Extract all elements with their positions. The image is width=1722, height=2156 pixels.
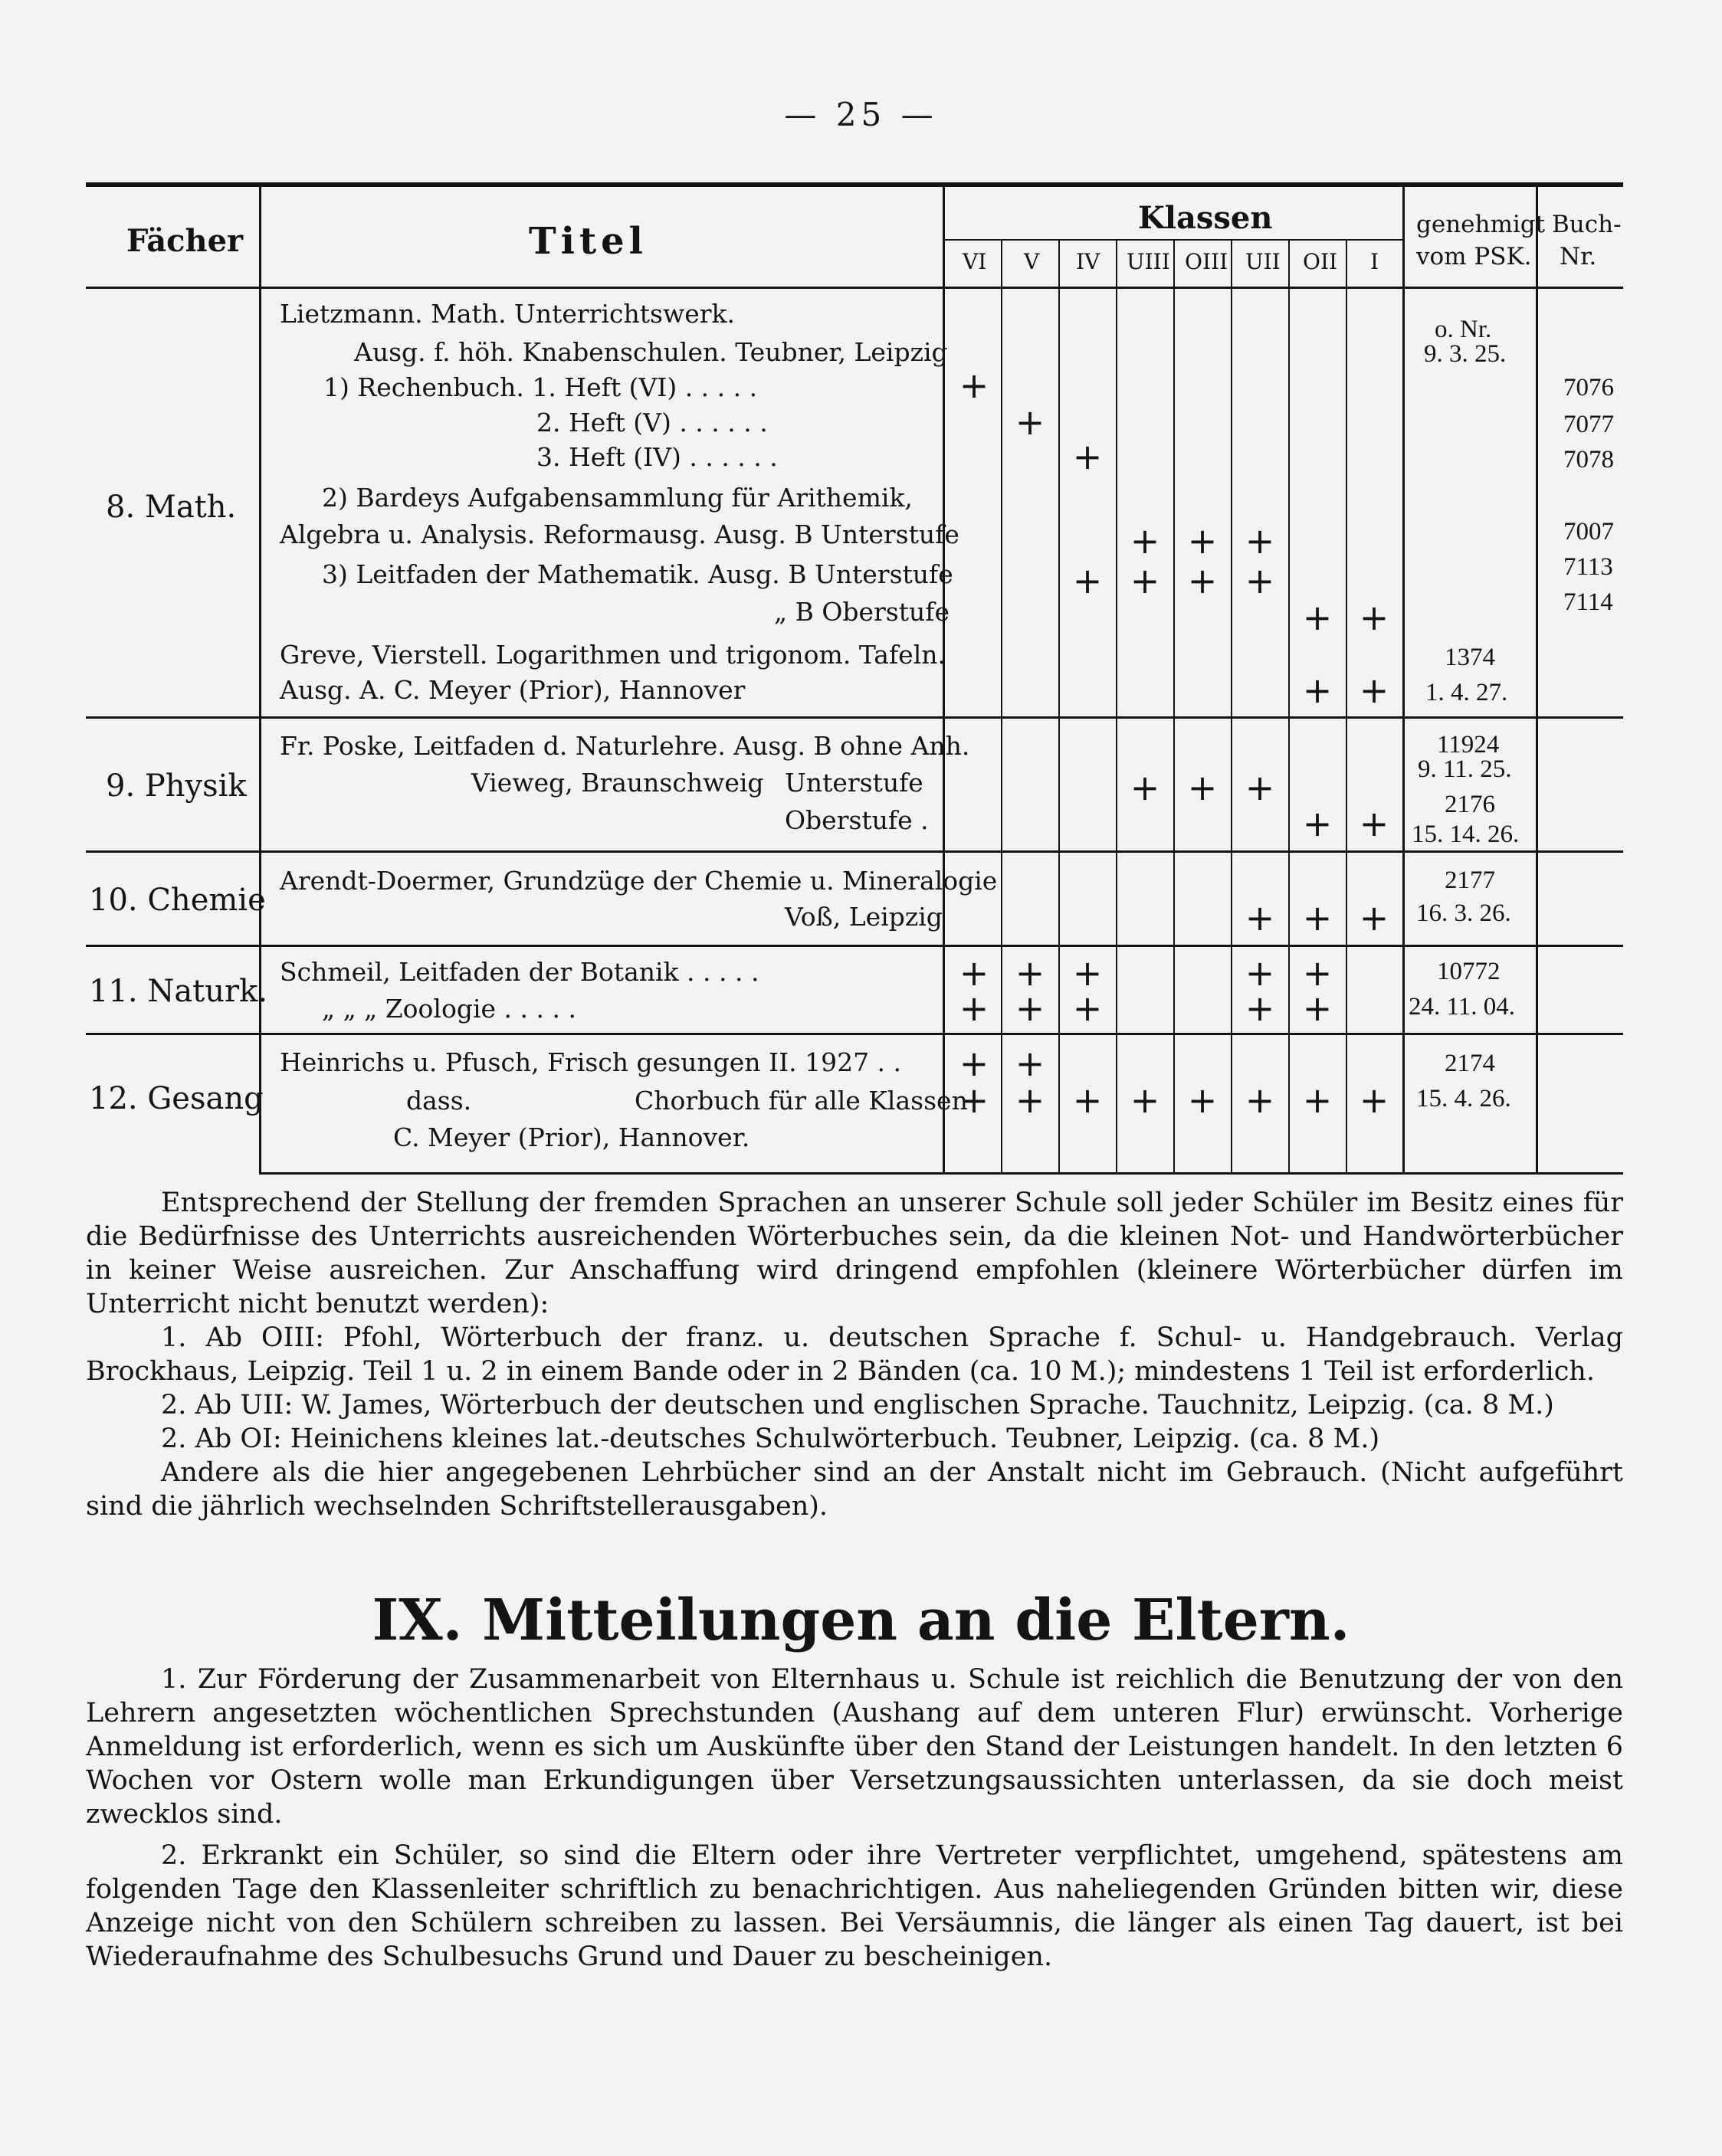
header-vom-psk: vom PSK. (1416, 243, 1532, 270)
table-top-rule (86, 182, 1623, 187)
physik-bottom-rule (86, 850, 1623, 853)
title-line: dass. (406, 1086, 472, 1116)
class-col-uii: UII (1245, 249, 1281, 274)
class-mark: + (1302, 988, 1333, 1029)
approval-value: o. Nr. (1435, 316, 1492, 343)
class-col-v: V (1024, 249, 1040, 274)
col-rule-uiii (1173, 241, 1175, 1175)
class-mark: + (1072, 988, 1103, 1029)
section-title: IX. Mitteilungen an die Eltern. (372, 1588, 1350, 1653)
klassen-header-rule (943, 239, 1402, 241)
header-faecher: Fächer (126, 223, 244, 259)
col-rule-oii (1346, 241, 1347, 1175)
approval-value: 2174 (1445, 1050, 1495, 1077)
class-col-oii: OII (1303, 249, 1338, 274)
dictionary-intro: Entsprechend der Stellung der fremden Sprachen an unserer Schule soll jeder Schüler im Besitz eines für die Bedürfnisse des Unterrichts ausreichenden Wörterbuches sein, da die kleinen Not- und Handwörterbücher in keiner Weise ausreichen. Zur Anschaffung wird dringend empfohlen (kleinere Wörterbücher dürfen im Unterricht nicht benutzt werden): (86, 1188, 1623, 1319)
class-mark: + (1245, 988, 1275, 1029)
section-paragraph: 1. Zur Förderung der Zusammenarbeit von Elternhaus u. Schule ist reichlich die Benutzung der von den Lehrern angesetzten wöchentlichen Sprechstunden (Aushang auf dem unteren Flur) erwünscht. Vorherige Anmeldung ist erforderlich, wenn es sich um Auskünfte über den Stand der Leistungen handelt. In den letzten 6 Wochen vor Ostern wolle man Erkundigungen über Versetzungsaussichten unterlassen, da sie doch meist zwecklos sind. (86, 1664, 1623, 1830)
title-line: Lietzmann. Math. Unterrichtswerk. (280, 299, 735, 329)
col-rule-iv (1116, 241, 1117, 1175)
class-mark: + (1302, 952, 1333, 994)
approval-value: 9. 3. 25. (1424, 340, 1507, 368)
title-line: 3. Heft (IV) . . . . . . (536, 442, 778, 472)
header-nr: Nr. (1560, 243, 1597, 270)
title-line: Voß, Leipzig (785, 902, 943, 932)
class-col-uiii: UIII (1127, 249, 1170, 274)
class-mark: + (1015, 988, 1045, 1029)
approval-value: 15. 4. 26. (1416, 1085, 1511, 1112)
title-line: Fr. Poske, Leitfaden d. Naturlehre. Ausg. B ohne Anh. (280, 731, 970, 761)
header-buch: Buch- (1552, 211, 1622, 238)
class-mark: + (1187, 767, 1218, 808)
title-line: Oberstufe . (785, 805, 929, 835)
col-rule-subjects (259, 187, 261, 1175)
book-number: 7076 (1563, 374, 1614, 401)
header-klassen: Klassen (1138, 200, 1273, 236)
title-line: Heinrichs u. Pfusch, Frisch gesungen II. 1927 . . (280, 1047, 902, 1077)
title-line: Unterstufe (785, 768, 923, 798)
class-mark: + (1072, 1080, 1103, 1121)
class-mark: + (1072, 952, 1103, 994)
class-mark: + (1245, 952, 1275, 994)
class-mark: + (1015, 401, 1045, 443)
title-line: Greve, Vierstell. Logarithmen und trigonom. Tafeln. (280, 640, 946, 670)
title-line: „ „ „ Zoologie . . . . . (322, 994, 576, 1024)
approval-value: 2176 (1445, 791, 1495, 818)
title-line: 1) Rechenbuch. 1. Heft (VI) . . . . . (323, 372, 758, 402)
class-col-i: I (1370, 249, 1379, 274)
header-genehmigt: genehmigt (1416, 211, 1546, 238)
col-rule-klassen-end (1402, 187, 1405, 1175)
title-line: Ausg. A. C. Meyer (Prior), Hannover (280, 675, 746, 705)
class-col-oiii: OIII (1185, 249, 1228, 274)
chemie-bottom-rule (86, 945, 1623, 947)
class-mark: + (1130, 520, 1160, 562)
class-mark: + (959, 952, 989, 994)
title-line: 2) Bardeys Aufgabensammlung für Arithemik, (322, 483, 913, 513)
class-mark: + (1245, 767, 1275, 808)
approval-value: 9. 11. 25. (1418, 755, 1512, 783)
class-mark: + (1302, 597, 1333, 638)
dictionary-note: Andere als die hier angegebenen Lehrbücher sind an der Anstalt nicht im Gebrauch. (Nicht aufgeführt sind die jährlich wechselnden Schriftstellerausgaben). (86, 1457, 1623, 1522)
class-mark: + (1130, 560, 1160, 601)
approval-value: 16. 3. 26. (1416, 899, 1511, 927)
class-col-vi: VI (963, 249, 987, 274)
col-rule-uii (1288, 241, 1290, 1175)
approval-value: 10772 (1437, 958, 1501, 985)
class-mark: + (1187, 520, 1218, 562)
subject-physik: 9. Physik (106, 768, 247, 804)
approval-value: 15. 14. 26. (1412, 821, 1520, 848)
class-mark: + (1130, 1080, 1160, 1121)
approval-value: 1. 4. 27. (1425, 679, 1508, 706)
header-titel: Titel (529, 220, 648, 263)
title-line: 2. Heft (V) . . . . . . (536, 408, 768, 437)
approval-value: 11924 (1437, 731, 1500, 759)
col-rule-genehmigt-end (1536, 187, 1538, 1175)
book-number: 7078 (1563, 446, 1614, 473)
math-bottom-rule (86, 716, 1623, 719)
title-line: Algebra u. Analysis. Reformausg. Ausg. B Unterstufe (280, 519, 959, 549)
dictionary-item: 2. Ab UII: W. James, Wörterbuch der deutschen und englischen Sprache. Tauchnitz, Leipzig. (ca. 8 M.) (161, 1390, 1554, 1420)
book-number: 7113 (1563, 553, 1613, 581)
approval-value: 2177 (1445, 867, 1495, 894)
class-mark: + (1302, 1080, 1333, 1121)
class-mark: + (1245, 897, 1275, 939)
col-rule-titel (943, 187, 945, 1175)
dictionary-item: 2. Ab OI: Heinichens kleines lat.-deutsches Schulwörterbuch. Teubner, Leipzig. (ca. 8 M.) (161, 1424, 1380, 1454)
title-line: Vieweg, Braunschweig (471, 768, 764, 798)
class-mark: + (1302, 897, 1333, 939)
class-mark: + (1359, 897, 1389, 939)
class-mark: + (959, 1080, 989, 1121)
class-mark: + (959, 1043, 989, 1084)
class-mark: + (1245, 560, 1275, 601)
class-mark: + (1015, 1080, 1045, 1121)
class-mark: + (959, 365, 989, 406)
col-rule-v (1058, 241, 1060, 1175)
class-mark: + (1015, 952, 1045, 994)
title-line: „ B Oberstufe (774, 597, 950, 627)
class-mark: + (1072, 436, 1103, 477)
dictionary-section (86, 1186, 1623, 1523)
class-mark: + (1187, 560, 1218, 601)
class-mark: + (1359, 597, 1389, 638)
class-mark: + (959, 988, 989, 1029)
class-mark: + (1359, 670, 1389, 711)
subject-naturk: 11. Naturk. (89, 974, 268, 1009)
col-rule-oiii (1231, 241, 1232, 1175)
class-mark: + (1130, 767, 1160, 808)
approval-value: 24. 11. 04. (1409, 993, 1516, 1021)
subject-gesang: 12. Gesang (89, 1081, 264, 1116)
naturk-bottom-rule (86, 1033, 1623, 1035)
class-mark: + (1245, 1080, 1275, 1121)
dictionary-item: 1. Ab OIII: Pfohl, Wörterbuch der franz. u. deutschen Sprache f. Schul- u. Handgebrauch. Verlag Brockhaus, Leipzig. Teil 1 u. 2 in einem Bande oder in 2 Bänden (ca. 10 M.); mindestens 1 Teil ist erforderlich. (86, 1322, 1623, 1387)
class-mark: + (1302, 803, 1333, 844)
class-col-iv: IV (1076, 249, 1100, 274)
title-line: 3) Leitfaden der Mathematik. Ausg. B Unterstufe (322, 559, 953, 589)
class-mark: + (1245, 520, 1275, 562)
class-mark: + (1015, 1043, 1045, 1084)
book-number: 7077 (1563, 411, 1614, 438)
title-line: Chorbuch für alle Klassen (635, 1086, 968, 1116)
header-bottom-rule (86, 287, 1623, 289)
subject-chemie: 10. Chemie (89, 883, 266, 918)
book-number: 7114 (1563, 588, 1613, 616)
subject-math: 8. Math. (106, 490, 237, 525)
book-number: 7007 (1563, 518, 1614, 546)
title-line: Ausg. f. höh. Knabenschulen. Teubner, Leipzig (354, 337, 948, 367)
class-mark: + (1359, 1080, 1389, 1121)
class-mark: + (1187, 1080, 1218, 1121)
title-line: C. Meyer (Prior), Hannover. (393, 1122, 750, 1152)
title-line: Arendt-Doermer, Grundzüge der Chemie u. Mineralogie (280, 866, 998, 896)
section-paragraph: 2. Erkrankt ein Schüler, so sind die Eltern oder ihre Vertreter verpflichtet, umgehend, spätestens am folgenden Tage den Klassenleiter schriftlich zu benachrichtigen. Aus naheliegenden Gründen bitten wir, diese Anzeige nicht von den Schülern schreiben zu lassen. Bei Versäumnis, die länger als einen Tag dauert, ist bei Wiederaufnahme des Schulbesuchs Grund und Dauer zu bescheinigen. (86, 1840, 1623, 1972)
parent-info-section (86, 1663, 1623, 1974)
approval-value: 1374 (1445, 644, 1495, 671)
col-rule-vi (1001, 241, 1002, 1175)
table-bottom-rule (261, 1172, 1623, 1175)
class-mark: + (1302, 670, 1333, 711)
class-mark: + (1072, 560, 1103, 601)
class-mark: + (1359, 803, 1389, 844)
page-number: — 25 — (784, 96, 938, 133)
title-line: Schmeil, Leitfaden der Botanik . . . . . (280, 957, 759, 987)
